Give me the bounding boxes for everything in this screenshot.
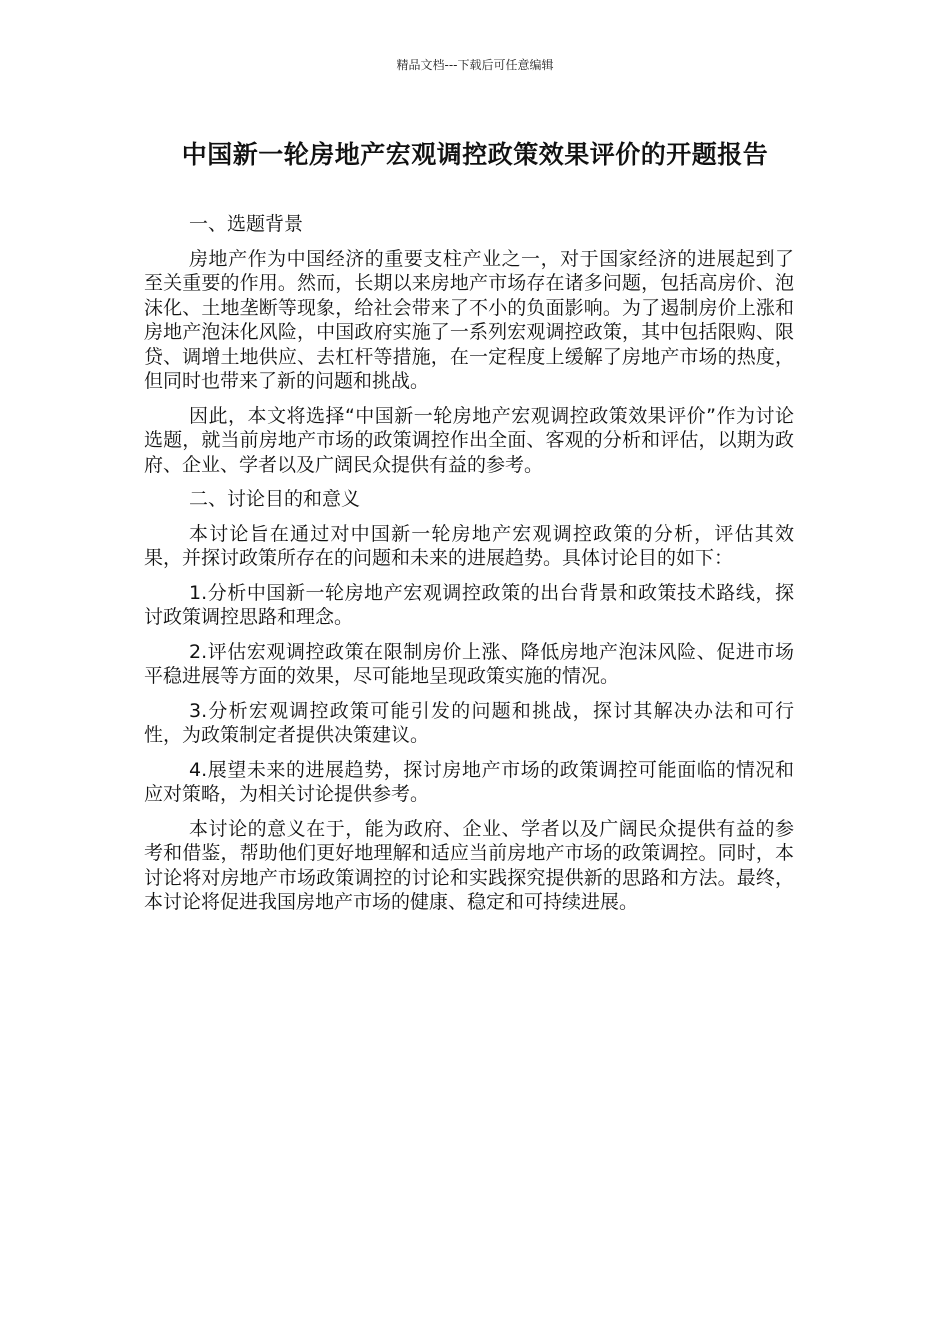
purpose-intro-paragraph: 本讨论旨在通过对中国新一轮房地产宏观调控政策的分析，评估其效果，并探讨政策所存在的问题和未来的进展趋势。具体讨论目的如下： (144, 522, 794, 569)
purpose-item-1: 1.分析中国新一轮房地产宏观调控政策的出台背景和政策技术路线，探讨政策调控思路和理念。 (144, 581, 794, 628)
purpose-item-4: 4.展望未来的进展趋势，探讨房地产市场的政策调控可能面临的情况和应对策略，为相关讨论提供参考。 (144, 758, 794, 805)
document-title: 中国新一轮房地产宏观调控政策效果评价的开题报告 (181, 140, 769, 169)
section-heading-purpose: 二、讨论目的和意义 (189, 488, 361, 510)
background-paragraph-1: 房地产作为中国经济的重要支柱产业之一，对于国家经济的进展起到了至关重要的作用。然而，长期以来房地产市场存在诸多问题，包括高房价、泡沫化、土地垄断等现象，给社会带来了不小的负面影响。为了遏制房价上涨和房地产泡沫化风险，中国政府实施了一系列宏观调控政策，其中包括限购、限贷、调增土地供应、去杠杆等措施，在一定程度上缓解了房地产市场的热度，但同时也带来了新的问题和挑战。 (144, 247, 794, 392)
significance-paragraph: 本讨论的意义在于，能为政府、企业、学者以及广阔民众提供有益的参考和借鉴，帮助他们更好地理解和适应当前房地产市场的政策调控。同时，本讨论将对房地产市场政策调控的讨论和实践探究提供新的思路和方法。最终，本讨论将促进我国房地产市场的健康、稳定和可持续进展。 (144, 817, 794, 913)
purpose-item-2: 2.评估宏观调控政策在限制房价上涨、降低房地产泡沫风险、促进市场平稳进展等方面的效果，尽可能地呈现政策实施的情况。 (144, 640, 794, 687)
background-paragraph-2: 因此，本文将选择“中国新一轮房地产宏观调控政策效果评价”作为讨论选题，就当前房地产市场的政策调控作出全面、客观的分析和评估，以期为政府、企业、学者以及广阔民众提供有益的参考。 (144, 404, 794, 476)
document-body (144, 212, 794, 925)
page-header-note: 精品文档---下载后可任意编辑 (396, 58, 554, 72)
section-heading-background: 一、选题背景 (189, 213, 304, 235)
purpose-item-3: 3.分析宏观调控政策可能引发的问题和挑战，探讨其解决办法和可行性，为政策制定者提供决策建议。 (144, 699, 794, 746)
